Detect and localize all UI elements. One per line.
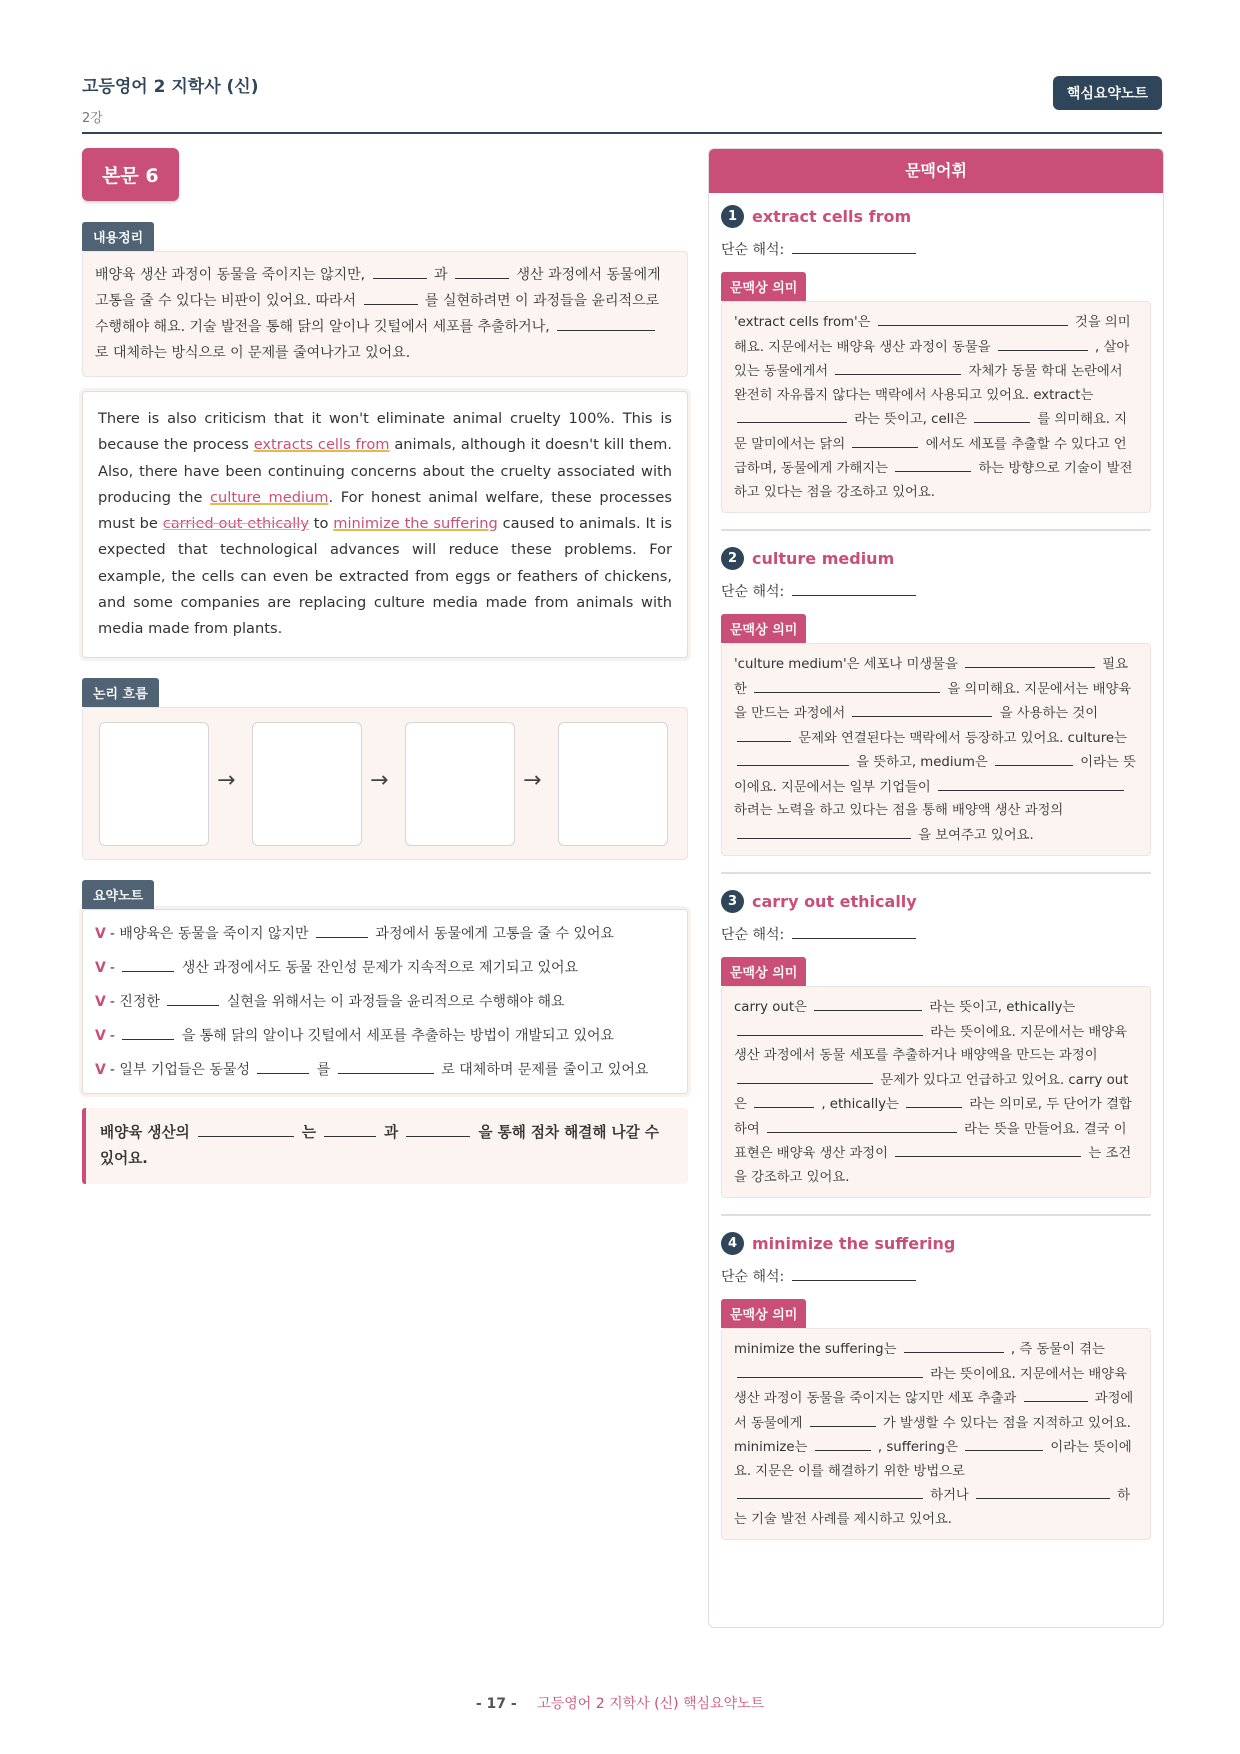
context-text: 을 의미해요. 지문에서는 배양육을 만드는 과정에서	[734, 681, 1132, 721]
flow-tag: 논리 흐름	[82, 678, 159, 707]
vocab-item-1	[709, 193, 1163, 531]
simple-translation	[721, 923, 1151, 944]
context-text: 라는 의미로, 두 단어가 결합하여	[734, 1097, 1132, 1137]
context-text: minimize the suffering는	[734, 1342, 897, 1357]
conclusion-text: 과	[384, 1123, 399, 1141]
passage-text	[82, 391, 688, 658]
conclusion-box	[82, 1108, 688, 1184]
fill-blank[interactable]	[852, 432, 918, 448]
summary-box	[82, 251, 688, 377]
fill-blank[interactable]	[338, 1058, 434, 1074]
fill-blank[interactable]	[257, 1058, 309, 1074]
fill-blank[interactable]	[965, 1435, 1043, 1451]
divider	[721, 529, 1151, 531]
fill-blank[interactable]	[737, 407, 847, 423]
context-text: 과정에서 동물에게	[734, 1391, 1134, 1431]
passage-segment: There is also criticism that it won't eliminate animal cruelty 100%. This is because the process	[98, 410, 672, 454]
fill-blank[interactable]	[995, 750, 1073, 766]
fill-blank[interactable]	[976, 1483, 1110, 1499]
context-text: , 살아있는 동물에게서	[734, 339, 1130, 379]
fill-blank[interactable]	[792, 580, 916, 596]
note-text: -	[109, 959, 115, 976]
context-tag: 문맥상 의미	[721, 1299, 806, 1328]
highlight-extracts-cells-from: extracts cells from	[253, 436, 390, 454]
section-badge: 핵심요약노트	[1053, 76, 1162, 110]
note-text: - 배양육은 동물을 죽이지 않지만	[109, 925, 309, 942]
passage-segment: caused to animals. It is expected that technological advances will reduce these problems. For example, the cells can even be extracted from eggs or feathers of chickens, and some companies are replacing culture media made from animals with media made from plants.	[98, 515, 673, 638]
simple-label: 단순 해석:	[721, 584, 785, 600]
fill-blank[interactable]	[737, 1068, 873, 1084]
fill-blank[interactable]	[835, 359, 961, 375]
divider	[721, 872, 1151, 874]
summary-text: 과	[434, 267, 448, 283]
note-text: 과정에서 동물에게 고통을 줄 수 있어요	[375, 925, 615, 942]
check-v-icon: V	[95, 925, 106, 942]
lesson-label: 2강	[82, 111, 103, 126]
context-text: 라는 뜻이에요. 지문에서는 배양육 생산 과정에서 동물 세포를 추출하거나 배양액을 만드는 과정이	[734, 1024, 1127, 1063]
vocab-term-row	[721, 890, 1151, 913]
context-text: , suffering은	[877, 1440, 958, 1455]
context-text: 하려는 노력을 하고 있다는 점을 통해 배양액 생산 과정의	[734, 803, 1064, 818]
context-text: 'culture medium'은 세포나 미생물을	[734, 657, 958, 672]
context-text: 자체가 동물 학대 논란에서 완전히 자유롭지 않다는 맥락에서 사용되고 있어요. extract는	[734, 364, 1123, 403]
vocab-term-row	[721, 205, 1151, 228]
context-text: carry out은	[734, 1000, 807, 1015]
footer-title: 고등영어 2 지학사 (신) 핵심요약노트	[537, 1696, 765, 1712]
vocab-item-4	[709, 1232, 1163, 1540]
summary-tag: 내용정리	[82, 222, 154, 251]
fill-blank[interactable]	[364, 289, 418, 305]
number-badge: 3	[721, 890, 744, 913]
conclusion-text: 배양육 생산의	[100, 1123, 190, 1141]
fill-blank[interactable]	[895, 456, 971, 472]
fill-blank[interactable]	[815, 1435, 871, 1451]
check-v-icon: V	[95, 959, 106, 976]
simple-translation	[721, 1265, 1151, 1286]
number-badge: 1	[721, 205, 744, 228]
notes-tag: 요약노트	[82, 880, 154, 909]
vocab-term-row	[721, 547, 1151, 570]
arrow-right-icon: →	[217, 767, 236, 793]
note-text: 생산 과정에서도 동물 잔인성 문제가 지속적으로 제기되고 있어요	[181, 959, 579, 976]
fill-blank[interactable]	[792, 923, 916, 939]
fill-blank[interactable]	[122, 956, 174, 972]
note-item	[95, 1024, 675, 1047]
context-box	[721, 986, 1151, 1198]
passage-segment: animals, although it doesn't kill them. Also, there have been continuing concerns about the cruelty associated with producing the	[98, 436, 673, 506]
note-text: 로 대체하며 문제를 줄이고 있어요	[441, 1061, 649, 1078]
context-text: 문제가 있다고 언급하고 있어요.	[880, 1072, 1065, 1088]
fill-blank[interactable]	[810, 1411, 876, 1427]
page-header	[82, 72, 1162, 134]
vocab-term: carry out ethically	[752, 892, 917, 911]
context-text: 라는 뜻이고, cell은	[854, 412, 967, 427]
fill-blank[interactable]	[737, 1362, 923, 1378]
summary-text: 를 실현하려면 이 과정들을 윤리적으로 수행해야 해요. 기술 발전을 통해 닭의 알이나 깃털에서 세포를 추출하거나,	[95, 293, 660, 335]
fill-blank[interactable]	[557, 315, 655, 331]
fill-blank[interactable]	[852, 701, 992, 717]
divider	[721, 1214, 1151, 1216]
vocab-item-2	[709, 547, 1163, 874]
fill-blank[interactable]	[737, 726, 791, 742]
vocab-panel-title: 문맥어휘	[709, 149, 1163, 193]
fill-blank[interactable]	[754, 1092, 814, 1108]
note-item	[95, 990, 675, 1013]
fill-blank[interactable]	[974, 407, 1030, 423]
check-v-icon: V	[95, 1027, 106, 1044]
context-tag: 문맥상 의미	[721, 614, 806, 643]
number-badge: 4	[721, 1232, 744, 1255]
note-text: - 진정한	[109, 993, 160, 1010]
context-box	[721, 643, 1151, 856]
vocab-term-row	[721, 1232, 1151, 1255]
flow-card-4[interactable]	[558, 722, 668, 846]
arrow-right-icon: →	[523, 767, 542, 793]
context-text: 라는 뜻을 만들어요. 결국 이 표현은 배양육 생산 과정이	[734, 1121, 1127, 1161]
flow-card-1[interactable]	[99, 722, 209, 846]
context-text: 하는 방향으로 기술이 발전하고 있다는 점을 강조하고 있어요.	[734, 461, 1133, 500]
vocab-term: minimize the suffering	[752, 1234, 956, 1253]
fill-blank[interactable]	[737, 750, 849, 766]
context-text: , ethically는	[821, 1097, 899, 1112]
context-text: 하는 기술 발전 사례를 제시하고 있어요.	[734, 1488, 1131, 1527]
vocab-term: culture medium	[752, 549, 895, 568]
vocab-panel	[708, 148, 1164, 1628]
simple-label: 단순 해석:	[721, 242, 785, 258]
context-text: 을 보여주고 있어요.	[918, 827, 1034, 843]
fill-blank[interactable]	[406, 1121, 470, 1137]
note-text: -	[109, 1027, 115, 1044]
fill-blank[interactable]	[814, 995, 922, 1011]
note-text: 을 통해 닭의 알이나 깃털에서 세포를 추출하는 방법이 개발되고 있어요	[181, 1027, 615, 1044]
fill-blank[interactable]	[737, 1020, 923, 1036]
page-footer	[0, 1693, 1240, 1713]
check-v-icon: V	[95, 1061, 106, 1078]
fill-blank[interactable]	[316, 922, 368, 938]
vocab-term: extract cells from	[752, 207, 912, 226]
fill-blank[interactable]	[906, 1092, 962, 1108]
summary-text: 생산 과정에서 동물에게 고통을 줄 수 있다는 비판이 있어요. 따라서	[95, 267, 661, 309]
fill-blank[interactable]	[324, 1121, 376, 1137]
passage-segment: . For honest animal welfare, these processes must be	[98, 488, 672, 533]
fill-blank[interactable]	[895, 1141, 1081, 1157]
context-text: 라는 뜻이고, ethically는	[929, 1000, 1076, 1015]
fill-blank[interactable]	[455, 263, 509, 279]
simple-translation	[721, 238, 1151, 259]
fill-blank[interactable]	[737, 1483, 923, 1499]
note-text: 를	[316, 1061, 331, 1078]
fill-blank[interactable]	[754, 677, 940, 693]
note-item	[95, 956, 675, 979]
fill-blank[interactable]	[938, 775, 1124, 791]
summary-text: 로 대체하는 방식으로 이 문제를 줄여나가고 있어요.	[95, 345, 411, 361]
summary-text: 배양육 생산 과정이 동물을 죽이지는 않지만,	[95, 267, 366, 283]
fill-blank[interactable]	[198, 1121, 294, 1137]
simple-translation	[721, 580, 1151, 601]
passage-badge: 본문 6	[82, 148, 179, 201]
context-text: 것을 의미해요. 지문에서는 배양육 생산 과정이 동물을	[734, 315, 1131, 355]
context-text: 를 의미해요. 지문 말미에서는 닭의	[734, 412, 1128, 452]
simple-label: 단순 해석:	[721, 1269, 785, 1285]
note-item	[95, 1058, 675, 1081]
context-text: 을 뜻하고, medium은	[856, 755, 988, 770]
flow-card-3[interactable]	[405, 722, 515, 846]
note-text: - 일부 기업들은 동물성	[109, 1061, 250, 1078]
vocab-item-3	[709, 890, 1163, 1216]
page-number: - 17 -	[475, 1696, 517, 1712]
context-text: 이라는 뜻이에요. 지문은 이를 해결하기 위한 방법으로	[734, 1440, 1132, 1479]
simple-label: 단순 해석:	[721, 927, 785, 943]
fill-blank[interactable]	[998, 335, 1088, 351]
conclusion-text: 을 통해 점차 해결해 나갈 수 있어요.	[100, 1123, 659, 1167]
context-text: 가 발생할 수 있다는 점을 지적하고 있어요. minimize는	[734, 1415, 1131, 1455]
flow-box	[82, 707, 688, 860]
fill-blank[interactable]	[122, 1024, 174, 1040]
fill-blank[interactable]	[737, 823, 911, 839]
context-text: 는 조건을 강조하고 있어요.	[734, 1146, 1132, 1185]
passage-segment: to	[308, 515, 334, 533]
context-box	[721, 301, 1151, 513]
fill-blank[interactable]	[767, 1117, 957, 1133]
check-v-icon: V	[95, 993, 106, 1010]
note-item	[95, 922, 675, 945]
fill-blank[interactable]	[792, 1265, 916, 1281]
context-text: , 즉 동물이 겪는	[1010, 1342, 1105, 1357]
note-text: 실현을 위해서는 이 과정들을 윤리적으로 수행해야 해요	[226, 993, 565, 1010]
highlight-minimize-the-suffering: minimize the suffering	[333, 515, 498, 533]
context-text: carry out은	[734, 1072, 1129, 1112]
context-text: 을 사용하는 것이	[999, 706, 1099, 721]
notes-box	[82, 909, 688, 1094]
fill-blank[interactable]	[167, 990, 219, 1006]
context-text: 하거나	[930, 1488, 969, 1503]
fill-blank[interactable]	[965, 652, 1095, 668]
left-column	[82, 148, 688, 1184]
context-text: 문제와 연결된다는 맥락에서 등장하고 있어요. culture는	[798, 730, 1127, 746]
context-box	[721, 1328, 1151, 1540]
context-text: 필요한	[734, 657, 1128, 697]
context-text: 에서도 세포를 추출할 수 있다고 언급하며, 동물에게 가해지는	[734, 436, 1127, 476]
highlight-carried-out-ethically: carried out ethically	[162, 515, 309, 533]
fill-blank[interactable]	[373, 263, 427, 279]
flow-card-2[interactable]	[252, 722, 362, 846]
context-tag: 문맥상 의미	[721, 957, 806, 986]
context-tag: 문맥상 의미	[721, 272, 806, 301]
fill-blank[interactable]	[1024, 1386, 1088, 1402]
fill-blank[interactable]	[878, 310, 1068, 326]
context-text: 'extract cells from'은	[734, 315, 871, 330]
arrow-right-icon: →	[370, 767, 389, 793]
highlight-culture-medium: culture medium	[210, 488, 329, 506]
fill-blank[interactable]	[792, 238, 916, 254]
number-badge: 2	[721, 547, 744, 570]
fill-blank[interactable]	[904, 1337, 1004, 1353]
context-text: 이라는 뜻이에요. 지문에서는 일부 기업들이	[734, 755, 1136, 795]
conclusion-text: 는	[301, 1123, 316, 1141]
book-title: 고등영어 2 지학사 (신)	[82, 77, 259, 97]
context-text: 라는 뜻이에요. 지문에서는 배양육 생산 과정이 동물을 죽이지는 않지만 세포 추출과	[734, 1366, 1127, 1406]
